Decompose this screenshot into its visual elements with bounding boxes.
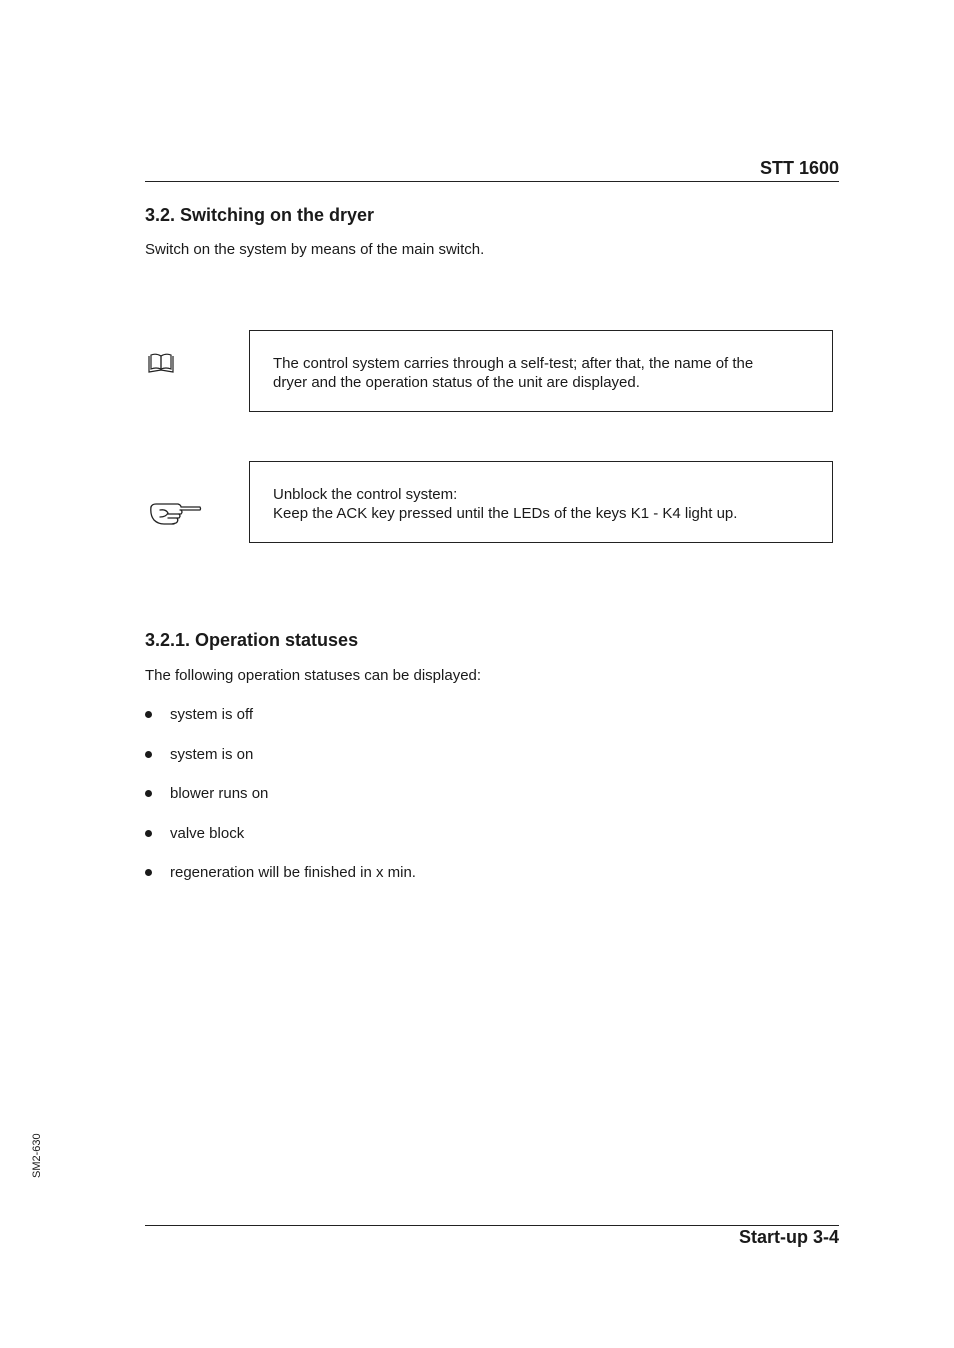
document-header-title: STT 1600 <box>759 158 839 178</box>
notice-text <box>273 354 812 392</box>
bullet-icon <box>145 830 152 837</box>
notice-line: The control system carries through a self-test; after that, the name of the <box>273 355 754 372</box>
subsection-intro: The following operation statuses can be displayed: <box>145 667 482 684</box>
list-item-label: regeneration will be finished in x min. <box>170 864 416 881</box>
pointing-hand-icon <box>148 499 202 527</box>
notice-line: Keep the ACK key pressed until the LEDs of the keys K1 - K4 light up. <box>273 505 738 522</box>
section-heading: 3.2. Switching on the dryer <box>145 205 375 225</box>
document-code: SM2-630 <box>31 1133 43 1178</box>
notice-box-selftest <box>249 330 833 412</box>
book-icon <box>147 352 175 374</box>
notice-line: dryer and the operation status of the unit are displayed. <box>273 374 640 391</box>
list-item-label: system is on <box>170 746 254 763</box>
bullet-icon <box>145 751 152 758</box>
footer-rule <box>145 1225 839 1226</box>
notice-box-unblock <box>249 461 833 543</box>
bullet-icon <box>145 711 152 718</box>
bullet-icon <box>145 869 152 876</box>
list-item-label: valve block <box>170 825 245 842</box>
notice-text <box>273 485 812 523</box>
page-footer-title: Start-up 3-4 <box>738 1227 839 1247</box>
subsection-heading: 3.2.1. Operation statuses <box>145 630 359 650</box>
section-intro: Switch on the system by means of the main switch. <box>145 241 485 258</box>
bullet-icon <box>145 790 152 797</box>
list-item-label: blower runs on <box>170 785 269 802</box>
notice-line: Unblock the control system: <box>273 486 458 503</box>
header-rule <box>145 181 839 182</box>
list-item-label: system is off <box>170 706 254 723</box>
